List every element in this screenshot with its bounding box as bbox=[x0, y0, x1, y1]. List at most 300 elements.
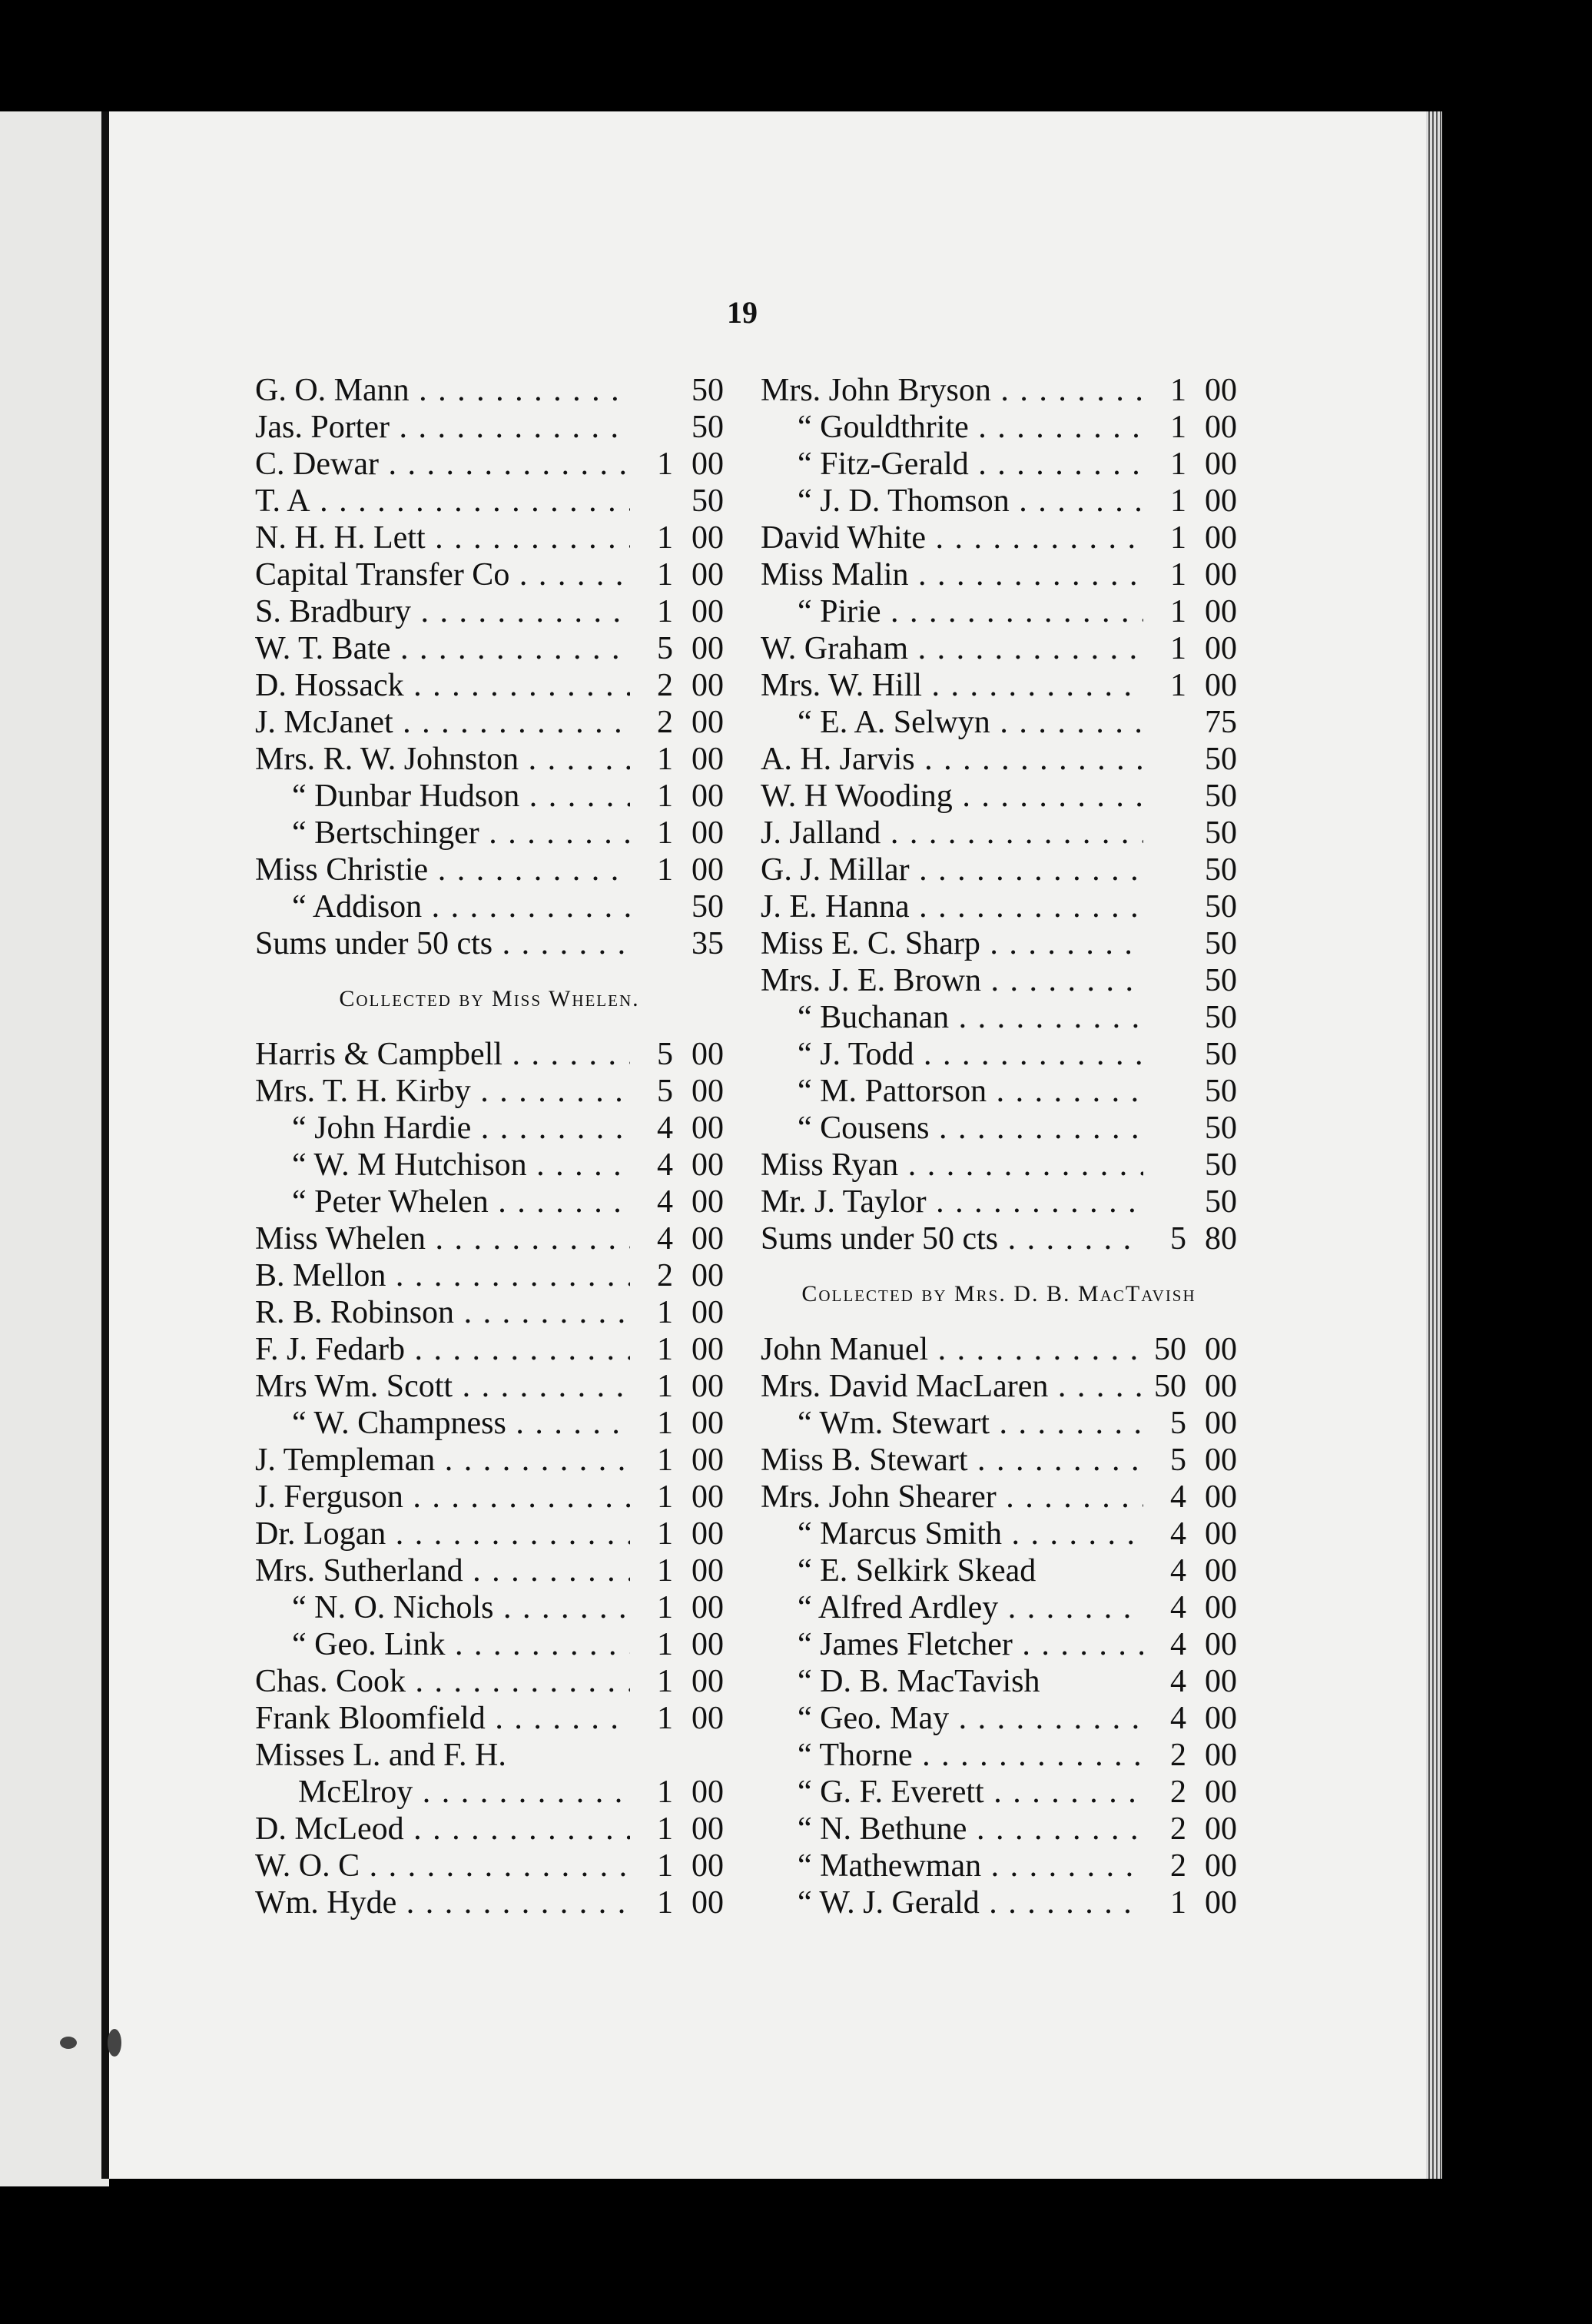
amount-cents: 00 bbox=[1205, 1443, 1237, 1478]
amount-dollars: 2 bbox=[657, 1258, 673, 1293]
subscriber-row bbox=[255, 667, 724, 704]
amount-dollars: 1 bbox=[657, 1516, 673, 1552]
amount-dollars: 1 bbox=[657, 1295, 673, 1330]
amount-dollars: 1 bbox=[657, 1332, 673, 1367]
amount-cents: 00 bbox=[692, 1553, 724, 1589]
subscriber-name: “ Pirie . . . bbox=[761, 593, 1143, 630]
amount-dollars: 5 bbox=[1170, 1443, 1186, 1478]
subscriber-row bbox=[255, 741, 724, 778]
subscriber-row bbox=[761, 1848, 1237, 1884]
subscriber-row bbox=[761, 1368, 1237, 1405]
subscriber-name: “ D. B. MacTavish bbox=[798, 1664, 1040, 1699]
subscriber-row bbox=[761, 999, 1237, 1036]
subscriber-row bbox=[761, 1626, 1237, 1663]
subscriber-name: Mrs. R. W. Johnston . . . bbox=[255, 741, 630, 778]
subscriber-name: “ Bertschinger . . . bbox=[255, 815, 630, 852]
amount-dollars: 4 bbox=[1170, 1627, 1186, 1662]
subscriber-name: “ J. Todd . . . bbox=[761, 1036, 1143, 1073]
amount-cents: 50 bbox=[1205, 1147, 1237, 1183]
subscriber-row bbox=[761, 1442, 1237, 1479]
subscriber-row bbox=[761, 372, 1237, 409]
amount-cents: 00 bbox=[1205, 410, 1237, 445]
subscriber-name: “ N. Bethune . . . bbox=[761, 1811, 1143, 1848]
amount-cents: 00 bbox=[692, 705, 724, 740]
amount-cents: 00 bbox=[1205, 1627, 1237, 1662]
page-number: 19 bbox=[727, 295, 758, 330]
amount-cents: 50 bbox=[1205, 1000, 1237, 1035]
subscriber-row bbox=[255, 372, 724, 409]
subscriber-row bbox=[255, 1147, 724, 1184]
amount-dollars: 50 bbox=[1154, 1332, 1186, 1367]
amount-dollars: 4 bbox=[1170, 1590, 1186, 1625]
amount-cents: 00 bbox=[692, 1258, 724, 1293]
subscriber-name: “ J. D. Thomson . . . bbox=[761, 483, 1143, 520]
subscriber-row bbox=[761, 962, 1237, 999]
subscriber-name: Mrs. David MacLaren . . . bbox=[761, 1368, 1143, 1405]
subscriber-name: “ E. A. Selwyn . . . bbox=[761, 704, 1143, 741]
subscriber-row bbox=[255, 1110, 724, 1147]
amount-dollars: 1 bbox=[657, 1775, 673, 1810]
amount-cents: 00 bbox=[692, 1332, 724, 1367]
subscriber-row bbox=[255, 1368, 724, 1405]
subscriber-row bbox=[255, 1626, 724, 1663]
amount-dollars: 1 bbox=[657, 1443, 673, 1478]
amount-cents: 50 bbox=[1205, 779, 1237, 814]
collector-heading: Collected by Mrs. D. B. MacTavish bbox=[801, 1281, 1196, 1306]
amount-dollars: 2 bbox=[1170, 1848, 1186, 1884]
subscriber-name: “ M. Pattorson . . . bbox=[761, 1073, 1143, 1110]
amount-dollars: 4 bbox=[657, 1111, 673, 1146]
subscriber-name: “ Geo. May . . . bbox=[761, 1700, 1143, 1737]
subscriber-name: Misses L. and F. H. bbox=[255, 1738, 506, 1773]
subscriber-name: Mr. J. Taylor . . . bbox=[761, 1184, 1143, 1220]
amount-cents: 00 bbox=[1205, 373, 1237, 408]
amount-dollars: 5 bbox=[657, 631, 673, 666]
subscriber-row bbox=[255, 483, 724, 520]
amount-cents: 80 bbox=[1205, 1221, 1237, 1257]
subscriber-row bbox=[255, 1294, 724, 1331]
subscriber-name: “ N. O. Nichols . . . bbox=[255, 1589, 630, 1626]
subscriber-name: A. H. Jarvis . . . bbox=[761, 741, 1143, 778]
subscriber-row bbox=[761, 593, 1237, 630]
subscriber-name: F. J. Fedarb . . . bbox=[255, 1331, 630, 1368]
amount-dollars: 1 bbox=[657, 742, 673, 777]
subscriber-row bbox=[761, 815, 1237, 852]
amount-dollars: 1 bbox=[657, 1664, 673, 1699]
amount-dollars: 4 bbox=[1170, 1479, 1186, 1515]
amount-cents: 00 bbox=[692, 1885, 724, 1921]
amount-dollars: 50 bbox=[1154, 1369, 1186, 1404]
amount-cents: 50 bbox=[1205, 963, 1237, 998]
amount-cents: 00 bbox=[1205, 1479, 1237, 1515]
amount-cents: 50 bbox=[1205, 1111, 1237, 1146]
subscriber-row bbox=[761, 852, 1237, 888]
subscriber-name: David White . . . bbox=[761, 520, 1143, 556]
subscriber-name: Capital Transfer Co . . . bbox=[255, 556, 630, 593]
amount-cents: 00 bbox=[692, 1111, 724, 1146]
subscriber-row bbox=[255, 888, 724, 925]
amount-cents: 00 bbox=[1205, 1775, 1237, 1810]
subscriber-name: “ James Fletcher . . . bbox=[761, 1626, 1143, 1663]
subscriber-row bbox=[761, 925, 1237, 962]
amount-cents: 00 bbox=[692, 631, 724, 666]
amount-dollars: 4 bbox=[1170, 1516, 1186, 1552]
subscriber-name: Mrs. John Bryson . . . bbox=[761, 372, 1143, 409]
spacer bbox=[761, 1313, 1237, 1331]
subscriber-name: “ Marcus Smith . . . bbox=[761, 1516, 1143, 1552]
amount-dollars: 1 bbox=[1170, 557, 1186, 593]
subscriber-row bbox=[761, 1036, 1237, 1073]
subscriber-name: T. A . . . bbox=[255, 483, 630, 520]
subscriber-name: Jas. Porter . . . bbox=[255, 409, 630, 446]
amount-cents: 00 bbox=[692, 594, 724, 629]
amount-cents: 00 bbox=[692, 520, 724, 556]
subscriber-name: Mrs. John Shearer . . . bbox=[761, 1479, 1143, 1516]
subscriber-row bbox=[761, 667, 1237, 704]
subscriber-row bbox=[255, 520, 724, 556]
amount-dollars: 4 bbox=[657, 1184, 673, 1220]
spacer bbox=[255, 962, 724, 981]
amount-cents: 00 bbox=[692, 668, 724, 703]
amount-cents: 00 bbox=[692, 557, 724, 593]
amount-cents: 00 bbox=[692, 1037, 724, 1072]
subscriber-name: Miss Christie . . . bbox=[255, 852, 630, 888]
amount-cents: 00 bbox=[1205, 668, 1237, 703]
page-stack-edge bbox=[1426, 111, 1441, 2179]
subscriber-row bbox=[255, 1516, 724, 1552]
subscriber-name: W. H Wooding . . . bbox=[761, 778, 1143, 815]
amount-cents: 50 bbox=[1205, 815, 1237, 851]
subscriber-name: Wm. Hyde . . . bbox=[255, 1884, 630, 1921]
amount-cents: 00 bbox=[1205, 1701, 1237, 1736]
amount-cents: 00 bbox=[1205, 1590, 1237, 1625]
subscriber-name: “ W. M Hutchison . . . bbox=[255, 1147, 630, 1184]
subscriber-name: Mrs. W. Hill . . . bbox=[761, 667, 1143, 704]
ink-blot bbox=[108, 2029, 121, 2057]
subscriber-row bbox=[761, 888, 1237, 925]
subscriber-name: McElroy . . . bbox=[255, 1774, 630, 1811]
subscriber-row bbox=[255, 778, 724, 815]
ink-blot bbox=[60, 2037, 77, 2049]
amount-cents: 00 bbox=[1205, 1553, 1237, 1589]
left-list-b bbox=[255, 1036, 724, 1921]
subscriber-row bbox=[255, 1552, 724, 1589]
subscriber-name: J. Ferguson . . . bbox=[255, 1479, 630, 1516]
amount-cents: 50 bbox=[1205, 742, 1237, 777]
amount-cents: 00 bbox=[1205, 1885, 1237, 1921]
subscriber-row bbox=[255, 815, 724, 852]
amount-dollars: 1 bbox=[657, 1811, 673, 1847]
subscriber-name: Frank Bloomfield . . . bbox=[255, 1700, 630, 1737]
amount-dollars: 1 bbox=[1170, 594, 1186, 629]
facing-page-edge bbox=[0, 111, 109, 2186]
subscriber-name: “ Wm. Stewart . . . bbox=[761, 1405, 1143, 1442]
amount-dollars: 1 bbox=[657, 520, 673, 556]
amount-dollars: 1 bbox=[657, 1701, 673, 1736]
amount-cents: 00 bbox=[692, 742, 724, 777]
subscriber-name: S. Bradbury . . . bbox=[255, 593, 630, 630]
subscriber-row bbox=[255, 409, 724, 446]
subscriber-row bbox=[255, 1331, 724, 1368]
spacer bbox=[255, 1018, 724, 1036]
left-column bbox=[255, 372, 724, 1921]
subscriber-name: N. H. H. Lett . . . bbox=[255, 520, 630, 556]
subscriber-name: D. Hossack . . . bbox=[255, 667, 630, 704]
subscriber-name: “ Fitz-Gerald . . . bbox=[761, 446, 1143, 483]
amount-cents: 00 bbox=[692, 1848, 724, 1884]
amount-cents: 00 bbox=[1205, 557, 1237, 593]
amount-cents: 00 bbox=[692, 1221, 724, 1257]
subscriber-row bbox=[761, 1737, 1237, 1774]
left-list-a bbox=[255, 372, 724, 962]
amount-dollars: 1 bbox=[1170, 483, 1186, 519]
amount-cents: 00 bbox=[692, 1406, 724, 1441]
amount-cents: 00 bbox=[1205, 520, 1237, 556]
amount-cents: 35 bbox=[692, 926, 724, 961]
amount-cents: 50 bbox=[692, 483, 724, 519]
amount-dollars: 1 bbox=[657, 815, 673, 851]
subscriber-name: B. Mellon . . . bbox=[255, 1257, 630, 1294]
subscriber-name: “ E. Selkirk Skead bbox=[798, 1553, 1036, 1589]
subscriber-name: “ G. F. Everett . . . bbox=[761, 1774, 1143, 1811]
subscriber-name: Mrs. Sutherland . . . bbox=[255, 1552, 630, 1589]
subscriber-row bbox=[255, 852, 724, 888]
right-column bbox=[761, 372, 1237, 1921]
subscriber-row bbox=[255, 1700, 724, 1737]
subscriber-row bbox=[761, 1884, 1237, 1921]
amount-dollars: 1 bbox=[657, 594, 673, 629]
subscriber-name: R. B. Robinson . . . bbox=[255, 1294, 630, 1331]
subscriber-name: Harris & Campbell . . . bbox=[255, 1036, 630, 1073]
amount-dollars: 1 bbox=[1170, 373, 1186, 408]
amount-dollars: 4 bbox=[1170, 1701, 1186, 1736]
subscriber-row bbox=[255, 1073, 724, 1110]
subscriber-name: W. T. Bate . . . bbox=[255, 630, 630, 667]
subscriber-name: Miss Whelen . . . bbox=[255, 1220, 630, 1257]
amount-cents: 00 bbox=[692, 1295, 724, 1330]
subscriber-name: “ Peter Whelen . . . bbox=[255, 1184, 630, 1220]
amount-dollars: 1 bbox=[1170, 668, 1186, 703]
amount-dollars: 4 bbox=[657, 1147, 673, 1183]
amount-dollars: 5 bbox=[1170, 1221, 1186, 1257]
amount-cents: 00 bbox=[692, 1627, 724, 1662]
subscriber-name: Sums under 50 cts . . . bbox=[255, 925, 630, 962]
subscriber-name: Sums under 50 cts . . . bbox=[761, 1220, 1143, 1257]
subscriber-name: Miss E. C. Sharp . . . bbox=[761, 925, 1143, 962]
subscriber-name: “ Mathewman . . . bbox=[761, 1848, 1143, 1884]
amount-cents: 50 bbox=[692, 410, 724, 445]
amount-cents: 50 bbox=[1205, 852, 1237, 888]
subscriber-name: Dr. Logan . . . bbox=[255, 1516, 630, 1552]
subscriber-name: Miss B. Stewart . . . bbox=[761, 1442, 1143, 1479]
subscriber-name: “ John Hardie . . . bbox=[255, 1110, 630, 1147]
subscriber-row bbox=[761, 741, 1237, 778]
subscriber-name: Miss Malin . . . bbox=[761, 556, 1143, 593]
subscriber-row bbox=[255, 556, 724, 593]
amount-dollars: 1 bbox=[1170, 631, 1186, 666]
amount-dollars: 2 bbox=[1170, 1738, 1186, 1773]
subscriber-row bbox=[761, 1220, 1237, 1257]
subscriber-row bbox=[255, 630, 724, 667]
amount-dollars: 2 bbox=[1170, 1811, 1186, 1847]
subscriber-name: G. J. Millar . . . bbox=[761, 852, 1143, 888]
amount-dollars: 2 bbox=[1170, 1775, 1186, 1810]
amount-dollars: 1 bbox=[657, 447, 673, 482]
subscriber-row bbox=[761, 778, 1237, 815]
subscriber-name: “ Gouldthrite . . . bbox=[761, 409, 1143, 446]
subscriber-row bbox=[761, 1405, 1237, 1442]
subscriber-row bbox=[761, 1774, 1237, 1811]
amount-cents: 00 bbox=[1205, 594, 1237, 629]
amount-cents: 00 bbox=[692, 447, 724, 482]
subscriber-name: W. Graham . . . bbox=[761, 630, 1143, 667]
subscriber-row bbox=[761, 446, 1237, 483]
subscriber-row bbox=[761, 1331, 1237, 1368]
collector-heading: Collected by Miss Whelen. bbox=[339, 986, 640, 1011]
subscriber-name: Mrs. T. H. Kirby . . . bbox=[255, 1073, 630, 1110]
amount-cents: 50 bbox=[1205, 889, 1237, 925]
amount-cents: 00 bbox=[1205, 1811, 1237, 1847]
amount-cents: 00 bbox=[1205, 1406, 1237, 1441]
amount-cents: 00 bbox=[692, 1516, 724, 1552]
amount-cents: 00 bbox=[692, 1664, 724, 1699]
subscriber-row bbox=[761, 409, 1237, 446]
subscriber-row bbox=[761, 1700, 1237, 1737]
amount-dollars: 1 bbox=[1170, 410, 1186, 445]
spacer bbox=[761, 1257, 1237, 1276]
amount-dollars: 1 bbox=[657, 1885, 673, 1921]
subscriber-row bbox=[761, 630, 1237, 667]
amount-cents: 00 bbox=[1205, 1664, 1237, 1699]
subscriber-name: “ Addison . . . bbox=[255, 888, 630, 925]
subscriber-row bbox=[255, 1663, 724, 1700]
amount-cents: 75 bbox=[1205, 705, 1237, 740]
subscriber-name: John Manuel . . . bbox=[761, 1331, 1143, 1368]
amount-dollars: 1 bbox=[657, 1627, 673, 1662]
amount-cents: 00 bbox=[1205, 1369, 1237, 1404]
amount-dollars: 1 bbox=[657, 1553, 673, 1589]
subscriber-row bbox=[255, 1442, 724, 1479]
subscriber-name: D. McLeod . . . bbox=[255, 1811, 630, 1848]
amount-dollars: 4 bbox=[1170, 1553, 1186, 1589]
amount-cents: 00 bbox=[1205, 483, 1237, 519]
page-spine bbox=[101, 111, 109, 2179]
amount-dollars: 1 bbox=[657, 779, 673, 814]
subscriber-name: W. O. C . . . bbox=[255, 1848, 630, 1884]
amount-cents: 50 bbox=[1205, 1184, 1237, 1220]
subscriber-row bbox=[255, 1479, 724, 1516]
amount-dollars: 4 bbox=[1170, 1664, 1186, 1699]
amount-dollars: 2 bbox=[657, 668, 673, 703]
right-list-b bbox=[761, 1331, 1237, 1921]
amount-cents: 00 bbox=[692, 779, 724, 814]
amount-cents: 00 bbox=[692, 1369, 724, 1404]
subscriber-name: “ Geo. Link . . . bbox=[255, 1626, 630, 1663]
subscriber-row bbox=[255, 1589, 724, 1626]
subscriber-row bbox=[255, 1811, 724, 1848]
subscriber-row bbox=[761, 1479, 1237, 1516]
amount-cents: 50 bbox=[692, 373, 724, 408]
amount-dollars: 1 bbox=[657, 1369, 673, 1404]
amount-cents: 00 bbox=[692, 1701, 724, 1736]
amount-cents: 00 bbox=[692, 1590, 724, 1625]
subscriber-name: “ W. Champness . . . bbox=[255, 1405, 630, 1442]
subscriber-row bbox=[761, 1516, 1237, 1552]
amount-cents: 50 bbox=[1205, 1037, 1237, 1072]
subscriber-row bbox=[761, 1073, 1237, 1110]
subscriber-row bbox=[761, 1110, 1237, 1147]
amount-dollars: 1 bbox=[657, 1590, 673, 1625]
amount-dollars: 1 bbox=[657, 557, 673, 593]
amount-cents: 00 bbox=[1205, 1738, 1237, 1773]
subscriber-name: J. E. Hanna . . . bbox=[761, 888, 1143, 925]
amount-dollars: 1 bbox=[657, 1406, 673, 1441]
amount-dollars: 1 bbox=[657, 1848, 673, 1884]
subscriber-row bbox=[255, 1184, 724, 1220]
amount-cents: 00 bbox=[692, 1147, 724, 1183]
amount-cents: 50 bbox=[1205, 1074, 1237, 1109]
subscriber-row bbox=[761, 1589, 1237, 1626]
subscriber-row bbox=[255, 1036, 724, 1073]
amount-cents: 50 bbox=[1205, 926, 1237, 961]
subscriber-name: “ Thorne . . . bbox=[761, 1737, 1143, 1774]
subscriber-row bbox=[761, 1147, 1237, 1184]
amount-cents: 00 bbox=[692, 1479, 724, 1515]
subscriber-row bbox=[761, 556, 1237, 593]
amount-cents: 00 bbox=[692, 1775, 724, 1810]
amount-dollars: 5 bbox=[657, 1074, 673, 1109]
subscriber-name: “ Cousens . . . bbox=[761, 1110, 1143, 1147]
subscriber-row bbox=[761, 520, 1237, 556]
amount-dollars: 1 bbox=[1170, 520, 1186, 556]
right-list-a bbox=[761, 372, 1237, 1257]
subscriber-name: Miss Ryan . . . bbox=[761, 1147, 1143, 1184]
subscriber-row bbox=[255, 925, 724, 962]
amount-cents: 00 bbox=[1205, 447, 1237, 482]
subscriber-row bbox=[255, 704, 724, 741]
subscriber-row bbox=[761, 483, 1237, 520]
subscriber-row bbox=[761, 1552, 1237, 1589]
subscriber-name: “ Dunbar Hudson . . . bbox=[255, 778, 630, 815]
amount-cents: 00 bbox=[692, 1443, 724, 1478]
amount-dollars: 5 bbox=[1170, 1406, 1186, 1441]
subscriber-row bbox=[255, 1257, 724, 1294]
subscriber-name: Mrs. J. E. Brown . . . bbox=[761, 962, 1143, 999]
amount-cents: 00 bbox=[1205, 1332, 1237, 1367]
subscriber-name: J. McJanet . . . bbox=[255, 704, 630, 741]
subscriber-row bbox=[255, 1848, 724, 1884]
subscriber-name: G. O. Mann . . . bbox=[255, 372, 630, 409]
amount-dollars: 5 bbox=[657, 1037, 673, 1072]
subscriber-name: J. Templeman . . . bbox=[255, 1442, 630, 1479]
amount-dollars: 1 bbox=[657, 852, 673, 888]
subscriber-row bbox=[255, 1220, 724, 1257]
subscriber-name: C. Dewar . . . bbox=[255, 446, 630, 483]
subscriber-row bbox=[255, 1405, 724, 1442]
amount-cents: 00 bbox=[692, 1074, 724, 1109]
subscriber-row bbox=[255, 1737, 724, 1774]
amount-cents: 00 bbox=[692, 815, 724, 851]
subscriber-row bbox=[761, 1663, 1237, 1700]
amount-cents: 00 bbox=[692, 1184, 724, 1220]
amount-dollars: 1 bbox=[1170, 447, 1186, 482]
subscriber-name: “ Buchanan . . . bbox=[761, 999, 1143, 1036]
amount-dollars: 4 bbox=[657, 1221, 673, 1257]
amount-cents: 50 bbox=[692, 889, 724, 925]
amount-cents: 00 bbox=[692, 1811, 724, 1847]
amount-dollars: 1 bbox=[1170, 1885, 1186, 1921]
amount-dollars: 1 bbox=[657, 1479, 673, 1515]
